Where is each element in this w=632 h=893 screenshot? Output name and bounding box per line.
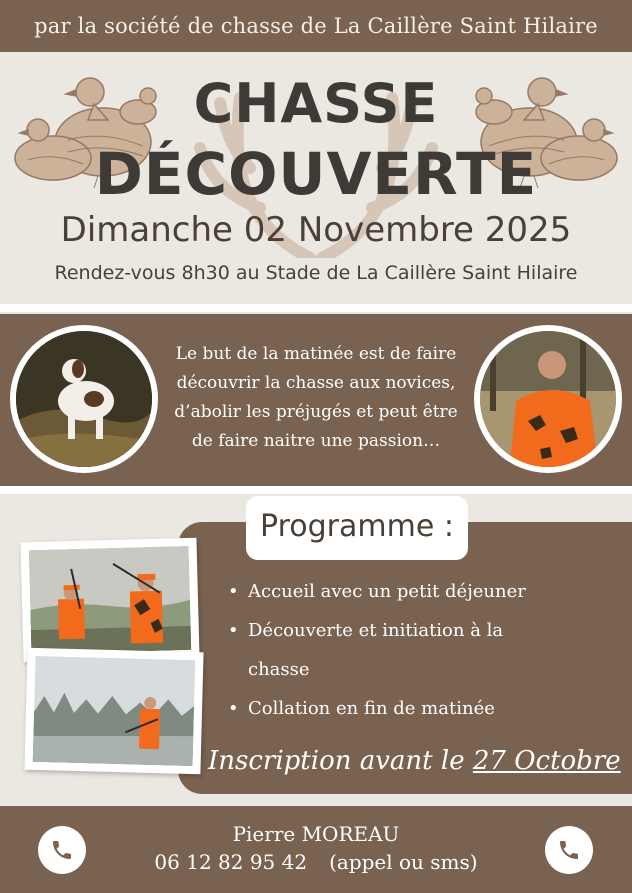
programme-list bbox=[226, 572, 606, 728]
list-item bbox=[226, 689, 606, 728]
list-item-text: chasse bbox=[248, 659, 310, 680]
contact-name: Pierre MOREAU bbox=[232, 822, 400, 846]
programme-title: Programme : bbox=[246, 496, 468, 560]
event-date: Dimanche 02 Novembre 2025 bbox=[60, 210, 572, 250]
list-item-continuation bbox=[226, 650, 606, 689]
intro-section bbox=[0, 314, 632, 486]
divider bbox=[0, 304, 632, 312]
intro-line: de faire naitre une passion… bbox=[191, 431, 441, 451]
event-title-line2: DÉCOUVERTE bbox=[94, 140, 538, 208]
contact-phone[interactable]: 06 12 82 95 42 bbox=[154, 850, 308, 874]
hero-section bbox=[0, 52, 632, 304]
registration-prefix: Inscription avant le bbox=[208, 746, 465, 776]
hunter-orange-photo bbox=[474, 325, 622, 473]
intro-line: découvrir la chasse aux novices, bbox=[176, 373, 456, 393]
phone-icon bbox=[545, 826, 593, 874]
divider bbox=[0, 486, 632, 494]
programme-section bbox=[0, 494, 632, 800]
event-rendezvous: Rendez-vous 8h30 au Stade de La Caillère Saint Hilaire bbox=[54, 262, 578, 284]
list-item bbox=[226, 572, 606, 611]
registration-date: 27 Octobre bbox=[472, 746, 621, 776]
contact-section bbox=[0, 806, 632, 893]
bullet-icon: • bbox=[228, 620, 239, 641]
contact-note: (appel ou sms) bbox=[329, 850, 478, 874]
intro-line: d’abolir les préjugés et peut être bbox=[174, 402, 458, 422]
hunters-photo bbox=[20, 538, 199, 663]
list-item-text: Collation en fin de matinée bbox=[248, 698, 495, 719]
list-item bbox=[226, 611, 606, 650]
list-item-text: Accueil avec un petit déjeuner bbox=[248, 581, 526, 602]
organizer-banner bbox=[0, 0, 632, 52]
hunting-dog-photo bbox=[10, 325, 158, 473]
list-item-text: Découverte et initiation à la bbox=[248, 620, 504, 641]
hunter-field-photo bbox=[24, 648, 203, 775]
contact-phone-line bbox=[0, 850, 632, 874]
event-title-line1: CHASSE bbox=[193, 72, 439, 135]
intro-text bbox=[166, 340, 466, 456]
bullet-icon: • bbox=[228, 581, 239, 602]
intro-line: Le but de la matinée est de faire bbox=[175, 344, 457, 364]
organizer-text: par la société de chasse de La Caillère Saint Hilaire bbox=[34, 14, 598, 38]
registration-deadline bbox=[208, 746, 628, 776]
bullet-icon: • bbox=[228, 698, 239, 719]
